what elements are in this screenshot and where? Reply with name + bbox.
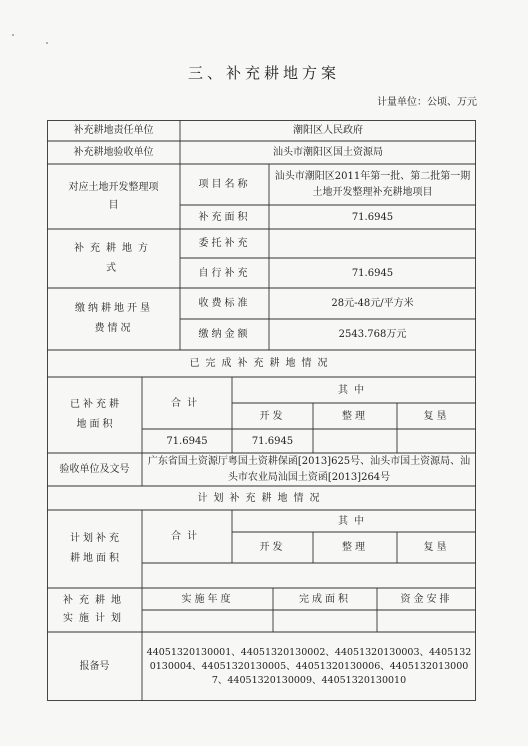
acceptance-unit-label: 补充耕地验收单位 [73, 147, 154, 158]
supplement-farmland-table [47, 120, 476, 701]
self-supplement-label: 自行补充 [198, 267, 251, 279]
registration-numbers: 44051320130001、44051320130002、44051320130003、44051320130004、44051320130005、44051320130006、44051320130007、44051320130009、44051320130010 [146, 646, 472, 686]
method-label: 补充耕地方式 [74, 242, 154, 274]
completed-area-label: 已补充耕地面积 [70, 399, 122, 430]
completed-reclaim-label: 复垦 [423, 410, 450, 422]
implementation-label: 补充耕地实施计划 [63, 595, 127, 624]
completed-total-label: 合计 [171, 397, 203, 409]
planned-of-which-label: 其中 [338, 515, 370, 527]
completed-consolidate-label: 整理 [342, 410, 368, 422]
implementation-area-label: 完成面积 [299, 593, 351, 605]
completed-reclaim-value [397, 429, 476, 453]
project-label: 对应土地开发整理项目 [68, 181, 159, 211]
planned-consolidate-label: 整理 [342, 542, 368, 553]
planned-total-label: 合计 [171, 531, 203, 542]
responsible-unit-label: 补充耕地责任单位 [73, 125, 154, 136]
completed-section-title: 已完成补充耕地情况 [189, 358, 334, 369]
project-area-value: 71.6945 [351, 211, 394, 223]
completed-total-value: 71.6945 [166, 435, 208, 447]
implementation-funding-label: 资金安排 [400, 593, 453, 605]
planned-area-label: 计划补充耕地面积 [70, 533, 122, 564]
planned-section-title: 计划补充耕地情况 [197, 492, 326, 504]
project-name-label: 项目名称 [198, 179, 251, 190]
unit-note: 计量单位：公顷、万元 [377, 97, 477, 108]
completed-develop-value: 71.6945 [251, 435, 294, 447]
completed-consolidate-value [313, 429, 397, 453]
project-area-label: 补充面积 [198, 211, 251, 223]
acceptance-unit-value: 汕头市潮阳区国土资源局 [273, 147, 383, 158]
planned-reclaim-label: 复垦 [423, 542, 450, 553]
approval-label: 验收单位及文号 [59, 464, 130, 475]
entrusted-value [269, 229, 476, 258]
approval-value: 广东省国土资源厅粤国土资耕保函[2013]625号、汕头市国土资源局、汕头市农业局汕国土资函[2013]264号 [147, 455, 471, 483]
fee-standard-value: 28元-48元/平方米 [331, 298, 414, 309]
completed-develop-label: 开发 [259, 410, 286, 422]
fee-amount-value: 2543.768万元 [338, 329, 407, 340]
fee-amount-label: 缴纳金额 [198, 329, 251, 340]
scan-speck [46, 42, 48, 44]
scan-speck [12, 34, 14, 36]
planned-develop-label: 开发 [259, 542, 286, 553]
fee-standard-label: 收费标准 [198, 298, 251, 309]
completed-of-which-label: 其中 [338, 384, 370, 396]
document-title: 三、补充耕地方案 [187, 64, 340, 82]
responsible-unit-value: 潮阳区人民政府 [293, 125, 363, 136]
implementation-year-label: 实施年度 [181, 593, 234, 605]
registration-label: 报备号 [79, 661, 110, 672]
entrusted-label: 委托补充 [198, 238, 251, 249]
fee-label: 缴纳耕地开垦费情况 [75, 303, 153, 334]
self-supplement-value: 71.6945 [351, 267, 394, 279]
project-name-value: 汕头市潮阳区2011年第一批、第二批第一期土地开发整理补充耕地项目 [274, 170, 471, 198]
